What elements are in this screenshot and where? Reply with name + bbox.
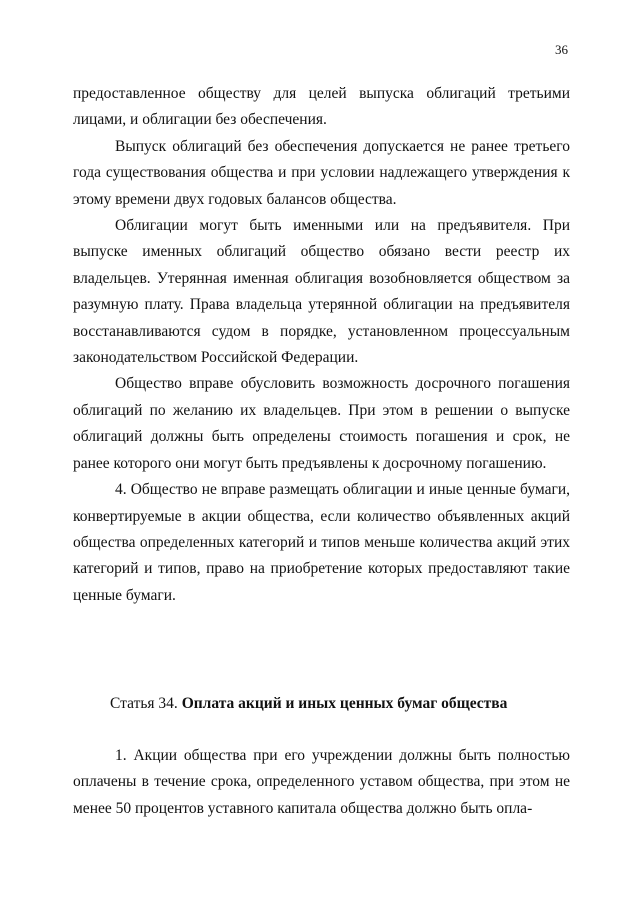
- page-number: 36: [555, 42, 568, 57]
- article-heading: [110, 692, 580, 716]
- article-number: Статья 34.: [110, 695, 178, 712]
- body-text-article: [73, 743, 570, 822]
- body-text-top: [73, 81, 570, 609]
- paragraph-convertible-securities: 4. Общество не вправе размещать облигации и иные ценные бумаги, конвертируемые в акции общества, если количество объявленных акций общества определенных категорий и типов меньше количества акций этих категорий и типов, право на приобретение которых предоставляют такие ценные бумаги.: [73, 481, 570, 604]
- paragraph-registered-bonds: Облигации могут быть именными или на предъявителя. При выпуске именных облигаций общество обязано вести реестр их владельцев. Утерянная именная облигация возобновляется обществом за разумную плату. Права владельца утерянной облигации на предъявителя восстанавливаются судом в порядке, установленном процессуальным законодательством Российской Федерации.: [73, 217, 570, 367]
- paragraph-continuation: предоставленное обществу для целей выпуска облигаций третьими лицами, и облигации без обеспечения.: [73, 85, 570, 129]
- paragraph-share-payment: 1. Акции общества при его учреждении должны быть полностью оплачены в течение срока, определенного уставом общества, при этом не менее 50 процентов уставного капитала общества должно быть опла-: [73, 747, 570, 817]
- paragraph-early-redemption: Общество вправе обусловить возможность досрочного погашения облигаций по желанию их владельцев. При этом в решении о выпуске облигаций должны быть определены стоимость погашения и срок, не ранее которого они могут быть предъявлены к досрочному погашению.: [73, 375, 570, 472]
- paragraph-unsecured-bonds: Выпуск облигаций без обеспечения допускается не ранее третьего года существования общества и при условии надлежащего утверждения к этому времени двух годовых балансов общества.: [73, 137, 570, 208]
- article-title: Оплата акций и иных ценных бумаг общества: [181, 695, 508, 712]
